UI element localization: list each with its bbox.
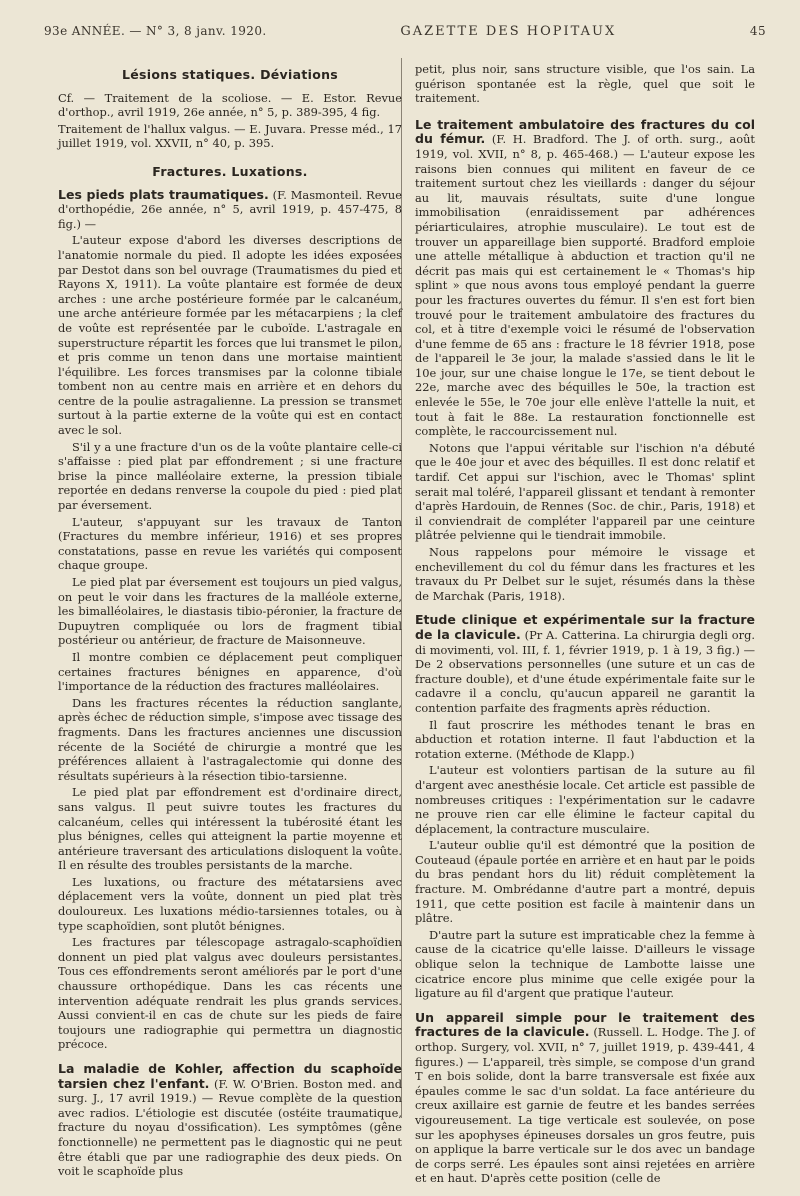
paragraph: Dans les fractures récentes la réduction sanglante, après échec de réduction simple, s'impose avec tissage des fragments. Dans les fractures anciennes une discussion récente de la Société de chirurgie a montré que les préférences allaient à l'astragalectomie qui donne des résultats supérieurs à la résection tibio-tarsienne. — [58, 695, 402, 783]
paragraph: Il faut proscrire les méthodes tenant le bras en abduction et rotation interne. Il faut l'abduction et la rotation externe. (Méthode de Klapp.) — [415, 717, 755, 761]
article-title: Un appareil simple pour le traitement des fractures de la clavicule. — [415, 1009, 755, 1040]
article-reference: (Russell. L. Hodge. The J. of orthop. Surgery, vol. XVII, n° 7, juillet 1919, p. 439-441, 4 figures.) — — [415, 1025, 755, 1069]
paragraph: Le pied plat par effondrement est d'ordinaire direct, sans valgus. Il peut suivre toutes les fractures du calcanéum, celles qui intéressent la tubérosité étant les plus bénignes, celles qui atteignent la partie moyenne et antérieure traversant des articulations disloquent la voûte. Il en résulte des troubles persistants de la marche. — [58, 785, 402, 873]
page-number: 45 — [749, 24, 766, 38]
article-reference: (F. Masmonteil. Revue d'orthopédie, 26e année, n° 5, avril 1919, p. 457-475, 8 fig.) — — [58, 187, 403, 231]
paragraph: L'auteur, s'appuyant sur les travaux de Tanton (Fractures du membre inférieur, 1916) et ses propres constatations, passe en revue les variétés qui composent chaque groupe. — [58, 514, 402, 573]
article-title: La maladie de Kohler, affection du scaphoïde tarsien chez l'enfant. — [58, 1061, 402, 1091]
paragraph: Il montre combien ce déplacement peut compliquer certaines fractures bénignes en apparence, d'où l'importance de la réduction des fractures malléolaires. — [58, 649, 402, 694]
section-heading-fractures: Fractures. Luxations. — [152, 163, 308, 179]
article-heading — [415, 613, 755, 715]
article-title: Etude clinique et expérimentale sur la fracture de la clavicule. — [415, 612, 755, 642]
article-title: Les pieds plats traumatiques. — [58, 186, 269, 202]
article-heading — [415, 118, 755, 439]
section-heading-lesions: Lésions statiques. Déviations — [121, 67, 339, 82]
article-reference: (F. H. Bradford. The J. of orth. surg., août 1919, vol. XVII, n° 8, p. 465-468.) — — [415, 132, 755, 161]
running-header — [44, 24, 766, 48]
paragraph: D'autre part la suture est impraticable chez la femme à cause de la cicatrice qu'elle laisse. D'ailleurs le vissage oblique selon la technique de Lambotte laisse une cicatrice encore plus minime que celle exigée pour la ligature au fil d'argent que pratique l'auteur. — [415, 927, 755, 1001]
paragraph: De 2 observations personnelles (une suture et un cas de fracture double), et d'une étude expérimentale faite sur le cadavre il a conclu, qu'aucun appareil ne garantit la contention parfaite des fragments après réduction. — [415, 657, 755, 715]
article-heading — [58, 188, 402, 232]
article-pieds-plats — [58, 188, 402, 1052]
paragraph: Le pied plat par éversement est toujours un pied valgus, on peut le voir dans les fractures de la malléole externe, les bimalléolaires, le diastasis tibio-péronier, la fracture de Dupuytren compliquée ou lors de fragment tibial postérieur ou antérieur, de fracture de Maisonneuve. — [58, 575, 402, 648]
crossref-hallux: Traitement de l'hallux valgus. — E. Juvara. Presse méd., 17 juillet 1919, vol. XXVII, n° 40, p. 395. — [58, 121, 402, 151]
right-column — [415, 62, 755, 1196]
article-clavicule-etude — [415, 613, 755, 1000]
paragraph: Revue complète de la question avec radios. L'étiologie est discutée (ostéite traumatique, fracture du noyau d'ossification). Les symptômes (gêne fonctionnelle) ne permettent pas le diagnostic qui ne peut être établi que par une radiographie des deux pieds. On voit le scaphoïde plus — [58, 1091, 402, 1179]
paragraph: Les luxations, ou fracture des métatarsiens avec déplacement vers la voûte, donnent un pied plat très douloureux. Les luxations médio-tarsiennes totales, ou à type scaphoïdien, sont plutôt bénignes. — [58, 874, 402, 933]
issue-info: 93e ANNÉE. — N° 3, 8 janv. 1920. — [44, 24, 267, 38]
paragraph: S'il y a une fracture d'un os de la voûte plantaire celle-ci s'affaisse : pied plat par effondrement ; si une fracture brise la pince malléolaire externe, la pression tibiale reportée en dedans renverse la coupole du pied : pied plat par éversement. — [58, 439, 402, 513]
paragraph: L'auteur expose d'abord les diverses descriptions de l'anatomie normale du pied. Il adopte les idées exposées par Destot dans son bel ouvrage (Traumatismes du pied et Rayons X, 1911). La voûte plantaire est formée de deux arches : une arche postérieure formée par le calcanéum, une arche antérieure formée par les métacarpiens ; la clef de voûte est représentée par le cuboïde. L'astragale en superstructure répartit les forces que lui transmet le pilon, et pris comme un tenon dans une mortaise maintient l'équilibre. Les forces transmises par la colonne tibiale tombent non au centre mais en arrière et en dehors du centre de la poulie astragalienne. La pression se transmet surtout à la partie externe de la voûte qui est en contact avec le sol. — [58, 233, 402, 438]
crossref-scoliose: Cf. — Traitement de la scoliose. — E. Estor. Revue d'orthop., avril 1919, 26e année, n° 5, p. 389-395, 4 fig. — [58, 90, 402, 120]
paragraph-continuation: petit, plus noir, sans structure visible, que l'os sain. La guérison spontanée est la règle, quel que soit le traitement. — [415, 62, 755, 106]
left-column — [58, 62, 402, 1189]
paragraph: Nous rappelons pour mémoire le vissage et enchevillement du col du fémur dans les fractures et les travaux du Pr Delbet sur le sujet, résumés dans la thèse de Marchak (Paris, 1918). — [415, 545, 755, 603]
paragraph: L'appareil, très simple, se compose d'un grand T en bois solide, dont la barre transversale est fixée aux épaules comme le sac d'un soldat. La face antérieure du creux axillaire est garnie de feutre et les bandes serrées vigoureusement. La tige verticale est soulevée, on pose sur les apophyses épineuses dorsales un gros feutre, puis on applique la barre verticale sur le dos avec un bandage de corps serré. Les épaules sont ainsi rejetées en arrière et en haut. D'après cette position (celle de — [415, 1054, 755, 1186]
article-title: Le traitement ambulatoire des fractures du col du fémur. — [415, 116, 755, 147]
paragraph: L'auteur expose les raisons bien connues qui militent en faveur de ce traitement surtout chez les vieillards : danger du séjour au lit, mauvais résultats, suite d'une longue immobilisation (enraidissement par adhérences périarticulaires, atrophie musculaire). Le tout est de trouver un appareillage bien supporté. Bradford emploie une attelle métallique à abduction et traction qu'il ne décrit pas mais qui est certainement le « Thomas's hip splint » que nous avons tous employé pendant la guerre pour les fractures ouvertes du fémur. Il s'en est fort bien trouvé pour le traitement ambulatoire des fractures du col, et à titre d'exemple voici le résumé de l'observation d'une femme de 65 ans : fracture le 18 février 1918, pose de l'appareil le 3e jour, la malade s'assied dans le lit le 10e jour, sur une chaise longue le 17e, se tient debout le 22e, marche avec des béquilles le 50e, la traction est enlevée le 55e, le 70e jour elle enlève l'attelle la nuit, et tout à fait le 88e. La restauration fonctionnelle est complète, le raccourcissement nul. — [415, 146, 755, 439]
article-reference: (F. W. O'Brien. Boston med. and surg. J., 17 avril 1919.) — — [58, 1076, 402, 1106]
article-kohler — [58, 1062, 402, 1179]
paragraph: L'auteur est volontiers partisan de la suture au fil d'argent avec anesthésie locale. Cet article est passible de nombreuses critiques : l'expérimentation sur le cadavre ne prouve rien car elle élimine le facteur capital du déplacement, la contracture musculaire. — [415, 763, 755, 836]
paragraph: L'auteur oublie qu'il est démontré que la position de Couteaud (épaule portée en arrière et en haut par le poids du bras pendant hors du lit) réduit complètement la fracture. M. Ombrédanne d'autre part a montré, depuis 1911, que cette position est facile à maintenir dans un plâtre. — [415, 838, 755, 926]
article-col-femur — [415, 118, 755, 604]
paragraph: Les fractures par télescopage astragalo-scaphoïdien donnent un pied plat valgus avec douleurs persistantes. Tous ces effondrements seront améliorés par le port d'une chaussure orthopédique. Dans les cas récents une intervention adéquate rendrait les plus grands services. Aussi convient-il en cas de chute sur les pieds de faire toujours une radiographie qui permettra un diagnostic précoce. — [58, 935, 402, 1052]
paragraph: Notons que l'appui véritable sur l'ischion n'a débuté que le 40e jour et avec des béquilles. Il est donc relatif et tardif. Cet appui sur l'ischion, avec le Thomas' splint serait mal toléré, l'appareil glissant et tendant à remonter d'après Hardouin, de Rennes (Soc. de chir., Paris, 1918) et il conviendrait de compléter l'appareil par une ceinture plâtrée pelvienne qui le tiendrait immobile. — [415, 440, 755, 543]
article-clavicule-appareil — [415, 1011, 755, 1186]
article-reference: (Pr A. Catterina. La chirurgia degli org. di movimenti, vol. III, f. 1, février 1919, p. 1 à 19, 3 fig.) — — [415, 627, 755, 657]
article-heading — [58, 1062, 402, 1179]
journal-title: GAZETTE DES HOPITAUX — [400, 24, 617, 39]
article-heading — [415, 1011, 755, 1186]
